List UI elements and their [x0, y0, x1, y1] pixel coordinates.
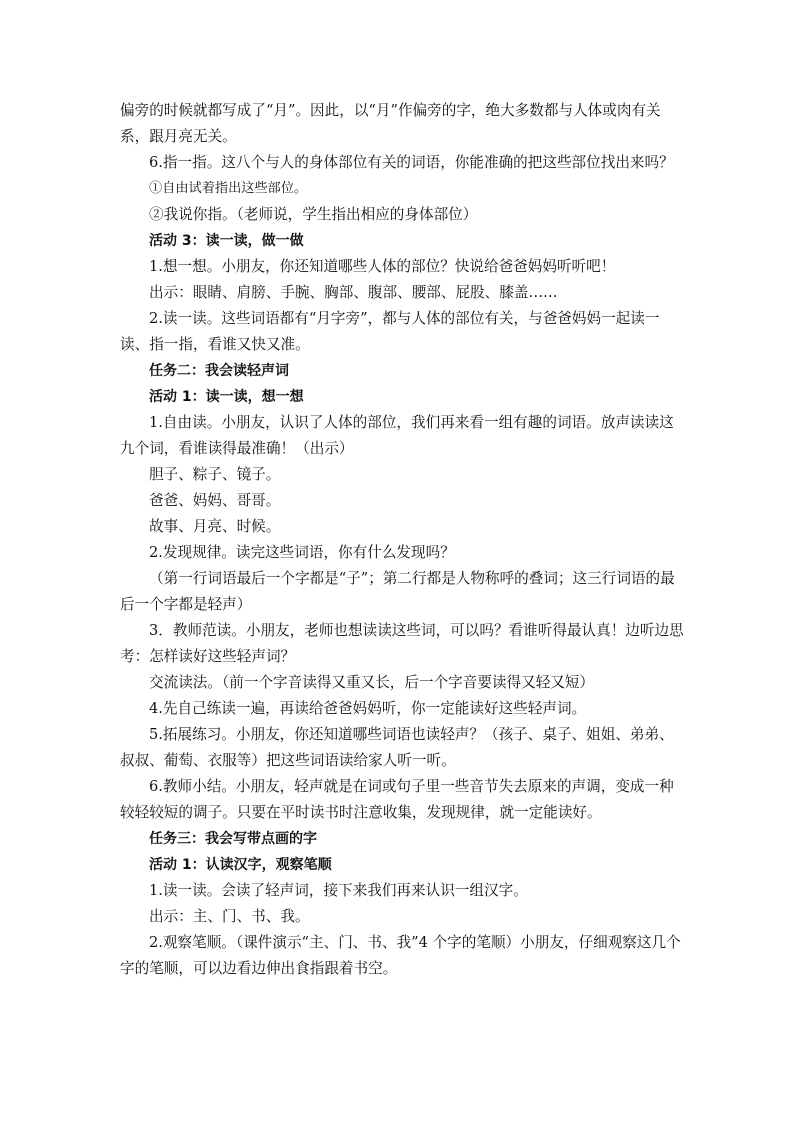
word-row-2: 爸爸、妈妈、哥哥。 — [149, 492, 281, 509]
task-3-activity-1-heading: 活动 1：认读汉字，观察笔顺 — [149, 857, 332, 873]
task-2-step-1: 1.自由读。小朋友，认识了人体的部位，我们再来看一组有趣的词语。放声读读这九个词，看谁读得最准确！（出示） — [120, 414, 674, 457]
sub-step-2: ②我说你指。（老师说，学生指出相应的身体部位） — [149, 206, 478, 223]
task-2-step-5: 5.拓展练习。小朋友，你还知道哪些词语也读轻声？（孩子、桌子、姐姐、弟弟、叔叔、葡萄、衣服等）把这些词语读给家人听一听。 — [120, 726, 674, 769]
task-3-step-2: 2.观察笔顺。（课件演示“主、门、书、我”4 个字的笔顺）小朋友，仔细观察这几个字的笔顺，可以边看边伸出食指跟着书空。 — [120, 934, 681, 977]
activity-3-step-2: 2.读一读。这些词语都有“月字旁”，都与人体的部位有关，与爸爸妈妈一起读一读、指一指，看谁又快又准。 — [120, 310, 660, 353]
task-3-show: 出示：主、门、书、我。 — [149, 908, 310, 925]
activity-3-step-1: 1.想一想。小朋友，你还知道哪些人体的部位？快说给爸爸妈妈听听吧！ — [149, 258, 616, 275]
task-2-step-2: 2.发现规律。读完这些词语，你有什么发现吗？ — [149, 544, 455, 561]
activity-3-show: 出示：眼睛、肩膀、手腕、胸部、腹部、腰部、屁股、膝盖…… — [149, 284, 558, 301]
word-row-1: 胆子、粽子、镜子。 — [149, 466, 281, 483]
task-2-finding: （第一行词语最后一个字都是“子”；第二行都是人物称呼的叠词；这三行词语的最后一个字都是轻声） — [120, 570, 675, 613]
document-body — [120, 98, 686, 982]
activity-3-heading: 活动 3：读一读，做一做 — [149, 233, 304, 249]
task-2-activity-1-heading: 活动 1：读一读，想一想 — [149, 389, 304, 405]
sub-step-1: ①自由试着指出这些部位。 — [149, 181, 308, 196]
word-row-3: 故事、月亮、时候。 — [149, 518, 281, 535]
task-2-reading-method: 交流读法。（前一个字音读得又重又长，后一个字音要读得又轻又短） — [149, 674, 595, 691]
task-2-step-3: 3．教师范读。小朋友，老师也想读读这些词，可以吗？看谁听得最认真！边听边思考：怎样读好这些轻声词？ — [120, 622, 684, 665]
step-6-point: 6.指一指。这八个与人的身体部位有关的词语，你能准确的把这些部位找出来吗？ — [149, 154, 674, 171]
task-2-step-4: 4.先自己练读一遍，再读给爸爸妈妈听，你一定能读好这些轻声词。 — [149, 700, 587, 717]
paragraph-continuation: 偏旁的时候就都写成了“月”。因此，以“月”作偏旁的字，绝大多数都与人体或肉有关系，跟月亮无关。 — [120, 102, 661, 145]
task-2-step-6: 6.教师小结。小朋友，轻声就是在词或句子里一些音节失去原来的声调，变成一种较轻较短的调子。只要在平时读书时注意收集，发现规律，就一定能读好。 — [120, 778, 674, 821]
task-2-heading: 任务二：我会读轻声词 — [149, 363, 289, 379]
task-3-step-1: 1.读一读。会读了轻声词，接下来我们再来认识一组汉字。 — [149, 882, 528, 899]
task-3-heading: 任务三：我会写带点画的字 — [149, 831, 317, 847]
